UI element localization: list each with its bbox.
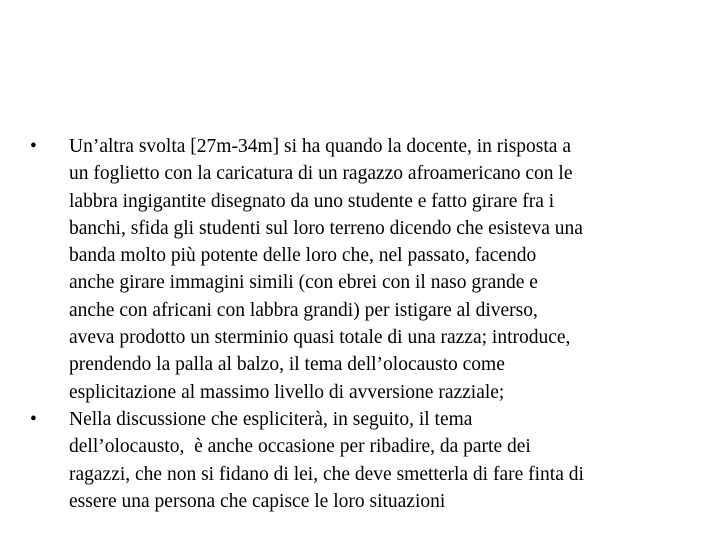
text-line: Nella discussione che espliciterà, in seguito, il tema xyxy=(69,408,473,430)
text-line: anche con africani con labbra grandi) per istigare al diverso, xyxy=(69,299,538,321)
bullet-icon: • xyxy=(30,136,37,157)
bullet-text-2 xyxy=(69,406,690,515)
text-line: labbra ingigantite disegnato da uno studente e fatto girare fra i xyxy=(69,190,555,212)
bullet-text-1 xyxy=(69,133,690,406)
bullet-icon: • xyxy=(30,408,37,430)
text-line: essere una persona che capisce le loro situazioni xyxy=(69,490,446,512)
bullet-list xyxy=(30,133,690,515)
text-line: dell’olocausto, è anche occasione per ribadire, da parte dei xyxy=(69,436,531,458)
text-line: Un’altra svolta [27m-34m] si ha quando la docente, in risposta a xyxy=(69,136,571,157)
text-line: banchi, sfida gli studenti sul loro terreno dicendo che esisteva una xyxy=(69,217,583,239)
text-line: un foglietto con la caricatura di un ragazzo afroamericano con le xyxy=(69,163,573,185)
bullet-item-1 xyxy=(30,133,690,406)
text-line: aveva prodotto un sterminio quasi totale di una razza; introduce, xyxy=(69,327,571,349)
bullet-item-2 xyxy=(30,406,690,515)
text-line: ragazzi, che non si fidano di lei, che deve smetterla di fare finta di xyxy=(69,463,584,485)
text-line: prendendo la palla al balzo, il tema dell’olocausto come xyxy=(69,354,505,376)
text-line: esplicitazione al massimo livello di avversione razziale; xyxy=(69,381,505,403)
text-line: banda molto più potente delle loro che, nel passato, facendo xyxy=(69,245,537,267)
text-line: anche girare immagini simili (con ebrei con il naso grande e xyxy=(69,272,538,294)
